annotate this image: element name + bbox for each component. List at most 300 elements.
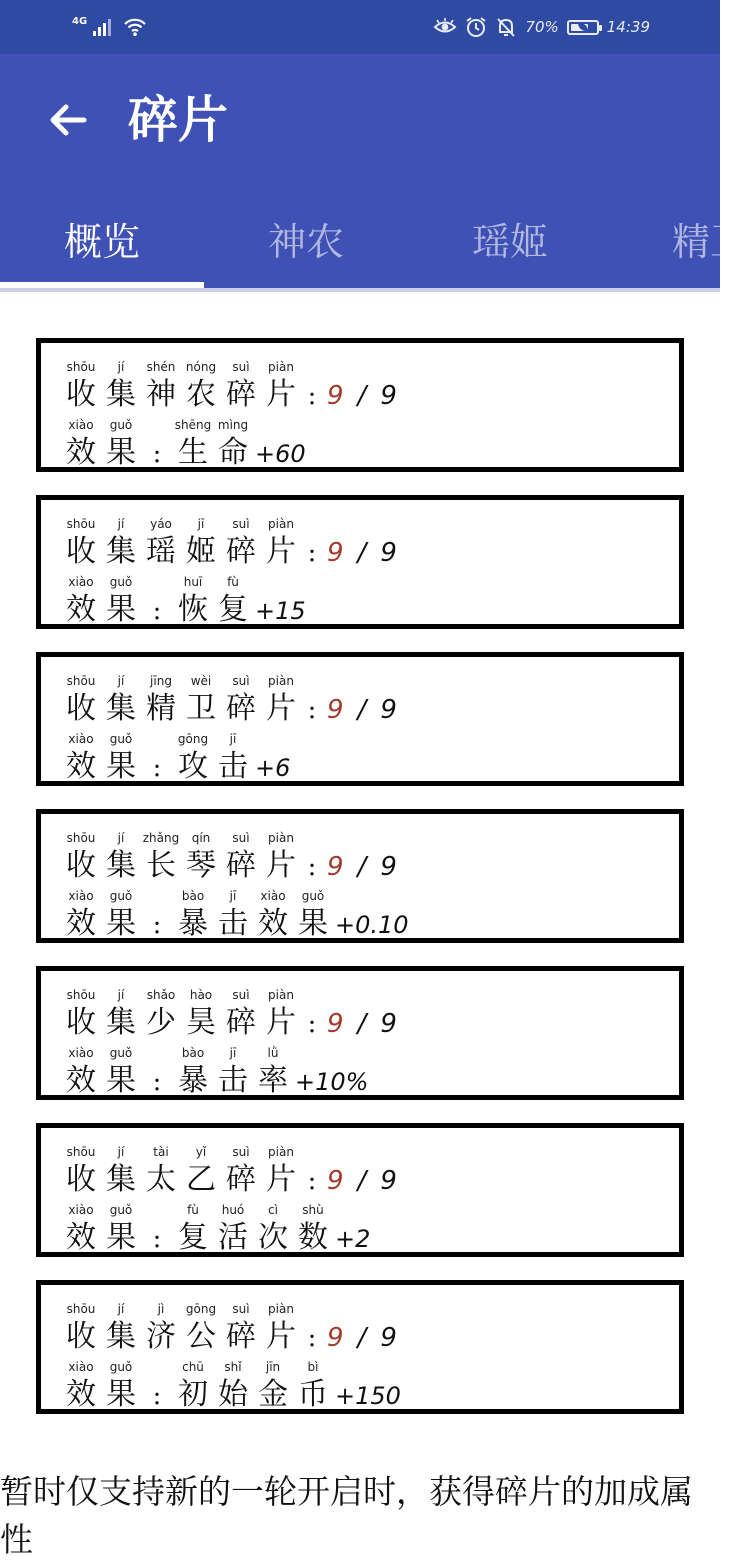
back-button[interactable] bbox=[44, 96, 92, 144]
ruby-char bbox=[101, 1359, 141, 1415]
status-bar bbox=[0, 0, 720, 54]
ruby-char bbox=[221, 673, 261, 729]
pinyin: shōu bbox=[66, 988, 96, 1002]
pinyin: huī bbox=[183, 575, 203, 589]
ruby-char bbox=[61, 1045, 101, 1101]
fragment-card bbox=[36, 338, 684, 472]
ruby-char bbox=[101, 673, 141, 729]
pinyin: guǒ bbox=[109, 418, 133, 432]
effect-line bbox=[61, 1200, 679, 1258]
colon: : bbox=[307, 1009, 317, 1039]
hanzi: 击 bbox=[218, 1063, 248, 1098]
ruby-char bbox=[101, 731, 141, 787]
count-separator: / bbox=[357, 381, 367, 411]
ruby-char bbox=[101, 574, 141, 630]
ruby-char bbox=[181, 830, 221, 886]
pinyin: xiào bbox=[68, 1203, 94, 1217]
ruby-char bbox=[61, 673, 101, 729]
pinyin: guǒ bbox=[109, 1360, 133, 1374]
hanzi: 碎 bbox=[226, 1319, 256, 1354]
colon: : bbox=[152, 1067, 162, 1097]
hanzi: 命 bbox=[218, 435, 248, 470]
ruby-char bbox=[221, 830, 261, 886]
pinyin: shōu bbox=[66, 517, 96, 531]
ruby-char bbox=[101, 830, 141, 886]
pinyin: tài bbox=[153, 1145, 169, 1159]
pinyin: fù bbox=[187, 1203, 199, 1217]
pinyin: shōu bbox=[66, 360, 96, 374]
hanzi: 果 bbox=[106, 749, 136, 784]
fragment-card bbox=[36, 1280, 684, 1414]
hanzi: 乙 bbox=[186, 1162, 216, 1197]
hanzi: 片 bbox=[266, 1005, 296, 1040]
battery-percent: 70% bbox=[525, 18, 559, 36]
ruby-char bbox=[261, 516, 301, 572]
hanzi: 收 bbox=[66, 534, 96, 569]
colon: : bbox=[307, 695, 317, 725]
hanzi: 收 bbox=[66, 1162, 96, 1197]
pinyin: suì bbox=[232, 674, 250, 688]
colon: : bbox=[307, 852, 317, 882]
pinyin: nóng bbox=[185, 360, 217, 374]
pinyin: jí bbox=[117, 517, 125, 531]
pinyin: suì bbox=[232, 517, 250, 531]
page-title: 碎片 bbox=[128, 91, 228, 149]
collect-line bbox=[61, 1142, 679, 1200]
ruby-char bbox=[61, 516, 101, 572]
pinyin: bào bbox=[181, 1046, 205, 1060]
pinyin: xiào bbox=[260, 889, 286, 903]
hanzi: 片 bbox=[266, 377, 296, 412]
status-left bbox=[72, 12, 147, 42]
pinyin: guǒ bbox=[109, 889, 133, 903]
pinyin: piàn bbox=[268, 517, 294, 531]
pinyin: suì bbox=[232, 1302, 250, 1316]
ruby-char bbox=[213, 888, 253, 944]
ruby-char bbox=[213, 574, 253, 630]
ruby-char bbox=[213, 1359, 253, 1415]
pinyin: chū bbox=[182, 1360, 204, 1374]
ruby-char bbox=[181, 359, 221, 415]
hanzi: 果 bbox=[298, 906, 328, 941]
hanzi: 收 bbox=[66, 691, 96, 726]
collected-count: 9 bbox=[327, 852, 344, 882]
eye-comfort-icon bbox=[433, 17, 457, 37]
hanzi: 初 bbox=[178, 1377, 208, 1412]
pinyin: jí bbox=[117, 1145, 125, 1159]
hanzi: 片 bbox=[266, 691, 296, 726]
hanzi: 复 bbox=[178, 1220, 208, 1255]
pinyin: guǒ bbox=[109, 575, 133, 589]
hanzi: 攻 bbox=[178, 749, 208, 784]
clock: 14:39 bbox=[606, 18, 650, 36]
ruby-char bbox=[101, 888, 141, 944]
ruby-char bbox=[253, 888, 293, 944]
pinyin: piàn bbox=[268, 1145, 294, 1159]
pinyin: jí bbox=[117, 1302, 125, 1316]
battery-icon bbox=[567, 20, 599, 35]
hanzi: 碎 bbox=[226, 1162, 256, 1197]
fragment-card bbox=[36, 652, 684, 786]
pinyin: suì bbox=[232, 988, 250, 1002]
app-bar bbox=[0, 54, 720, 188]
effect-line bbox=[61, 1357, 679, 1415]
hanzi: 击 bbox=[218, 749, 248, 784]
pinyin: jí bbox=[117, 988, 125, 1002]
pinyin: jí bbox=[117, 360, 125, 374]
count-separator: / bbox=[357, 538, 367, 568]
hanzi: 碎 bbox=[226, 534, 256, 569]
hanzi: 集 bbox=[106, 1162, 136, 1197]
hanzi: 果 bbox=[106, 1220, 136, 1255]
hanzi: 暴 bbox=[178, 1063, 208, 1098]
ruby-char bbox=[61, 731, 101, 787]
ruby-char bbox=[213, 417, 253, 473]
hanzi: 瑶 bbox=[146, 534, 176, 569]
hanzi: 恢 bbox=[178, 592, 208, 627]
hanzi: 数 bbox=[298, 1220, 328, 1255]
ruby-char bbox=[181, 1301, 221, 1357]
ruby-char bbox=[141, 1144, 181, 1200]
ruby-char bbox=[221, 987, 261, 1043]
count-separator: / bbox=[357, 695, 367, 725]
ruby-char bbox=[61, 1301, 101, 1357]
collected-count: 9 bbox=[327, 1009, 344, 1039]
hanzi: 效 bbox=[66, 906, 96, 941]
collected-count: 9 bbox=[327, 1323, 344, 1353]
ruby-char bbox=[261, 987, 301, 1043]
collect-line bbox=[61, 671, 679, 729]
pinyin: guǒ bbox=[109, 732, 133, 746]
ruby-char bbox=[173, 574, 213, 630]
colon: : bbox=[307, 1323, 317, 1353]
ruby-char bbox=[181, 987, 221, 1043]
total-count: 9 bbox=[380, 1323, 397, 1353]
pinyin: shén bbox=[146, 360, 176, 374]
ruby-char bbox=[293, 1359, 333, 1415]
pinyin: guǒ bbox=[109, 1046, 133, 1060]
pinyin: wèi bbox=[190, 674, 212, 688]
ruby-char bbox=[261, 830, 301, 886]
colon: : bbox=[152, 1381, 162, 1411]
ruby-char bbox=[173, 417, 213, 473]
ruby-char bbox=[101, 417, 141, 473]
pinyin: jī bbox=[229, 889, 237, 903]
total-count: 9 bbox=[380, 695, 397, 725]
pinyin: piàn bbox=[268, 360, 294, 374]
pinyin: huó bbox=[221, 1203, 245, 1217]
pinyin: piàn bbox=[268, 831, 294, 845]
colon: : bbox=[152, 1224, 162, 1254]
hanzi: 效 bbox=[66, 1220, 96, 1255]
pinyin: jì bbox=[157, 1302, 165, 1316]
collected-count: 9 bbox=[327, 381, 344, 411]
pinyin: bì bbox=[307, 1360, 319, 1374]
hanzi: 效 bbox=[66, 1377, 96, 1412]
pinyin: xiào bbox=[68, 418, 94, 432]
tab-jingwei[interactable]: 精卫 bbox=[672, 219, 748, 264]
wifi-icon bbox=[123, 17, 147, 37]
pinyin: guǒ bbox=[301, 889, 325, 903]
pinyin: gōng bbox=[185, 1302, 217, 1316]
ruby-char bbox=[213, 1045, 253, 1101]
ruby-char bbox=[101, 359, 141, 415]
ruby-char bbox=[101, 516, 141, 572]
ruby-char bbox=[61, 830, 101, 886]
total-count: 9 bbox=[380, 538, 397, 568]
collect-line bbox=[61, 985, 679, 1043]
ruby-char bbox=[213, 1202, 253, 1258]
pinyin: jí bbox=[117, 831, 125, 845]
hanzi: 效 bbox=[66, 749, 96, 784]
ruby-char bbox=[173, 731, 213, 787]
pinyin: cì bbox=[268, 1203, 278, 1217]
pinyin: shǐ bbox=[224, 1360, 242, 1374]
hanzi: 卫 bbox=[186, 691, 216, 726]
pinyin: xiào bbox=[68, 1360, 94, 1374]
hanzi: 集 bbox=[106, 691, 136, 726]
hanzi: 收 bbox=[66, 848, 96, 883]
tab-divider bbox=[0, 288, 720, 292]
pinyin: fù bbox=[227, 575, 239, 589]
hanzi: 币 bbox=[298, 1377, 328, 1412]
ruby-char bbox=[141, 516, 181, 572]
ruby-char bbox=[173, 1045, 213, 1101]
ruby-char bbox=[181, 1144, 221, 1200]
pinyin: piàn bbox=[268, 988, 294, 1002]
pinyin: jīn bbox=[265, 1360, 281, 1374]
total-count: 9 bbox=[380, 1166, 397, 1196]
count-separator: / bbox=[357, 1166, 367, 1196]
hanzi: 片 bbox=[266, 1319, 296, 1354]
pinyin: jī bbox=[229, 1046, 237, 1060]
hanzi: 复 bbox=[218, 592, 248, 627]
tab-yaoji[interactable]: 瑶姬 bbox=[471, 219, 548, 264]
hanzi: 击 bbox=[218, 906, 248, 941]
collect-line bbox=[61, 514, 679, 572]
ruby-char bbox=[221, 359, 261, 415]
fragment-card bbox=[36, 1123, 684, 1257]
hanzi: 活 bbox=[218, 1220, 248, 1255]
pinyin: lǜ bbox=[267, 1046, 279, 1060]
hanzi: 效 bbox=[66, 1063, 96, 1098]
network-type: 4G bbox=[72, 15, 88, 27]
hanzi: 效 bbox=[258, 906, 288, 941]
fragment-card bbox=[36, 966, 684, 1100]
tab-bar bbox=[0, 188, 748, 292]
ruby-char bbox=[101, 987, 141, 1043]
colon: : bbox=[307, 538, 317, 568]
hanzi: 集 bbox=[106, 1319, 136, 1354]
pinyin: piàn bbox=[268, 674, 294, 688]
pinyin: bào bbox=[181, 889, 205, 903]
hanzi: 碎 bbox=[226, 691, 256, 726]
ruby-char bbox=[141, 359, 181, 415]
pinyin: hào bbox=[189, 988, 213, 1002]
hanzi: 率 bbox=[258, 1063, 288, 1098]
ruby-char bbox=[261, 673, 301, 729]
total-count: 9 bbox=[380, 852, 397, 882]
ruby-char bbox=[173, 888, 213, 944]
hanzi: 次 bbox=[258, 1220, 288, 1255]
fragment-card-list bbox=[36, 338, 684, 1437]
ruby-char bbox=[253, 1202, 293, 1258]
mute-bell-icon bbox=[495, 16, 517, 38]
pinyin: shōu bbox=[66, 674, 96, 688]
pinyin: suì bbox=[232, 831, 250, 845]
bonus-value: +60 bbox=[255, 440, 306, 468]
pinyin: zhǎng bbox=[142, 831, 180, 845]
ruby-char bbox=[61, 888, 101, 944]
effect-line bbox=[61, 572, 679, 630]
hanzi: 收 bbox=[66, 1005, 96, 1040]
pinyin: qín bbox=[191, 831, 211, 845]
pinyin: jī bbox=[197, 517, 205, 531]
hanzi: 效 bbox=[66, 435, 96, 470]
ruby-char bbox=[141, 987, 181, 1043]
pinyin: piàn bbox=[268, 1302, 294, 1316]
hanzi: 片 bbox=[266, 848, 296, 883]
hanzi: 集 bbox=[106, 534, 136, 569]
hanzi: 姬 bbox=[186, 534, 216, 569]
ruby-char bbox=[221, 1144, 261, 1200]
bonus-value: +2 bbox=[335, 1225, 371, 1253]
pinyin: xiào bbox=[68, 1046, 94, 1060]
tab-overview[interactable]: 概览 bbox=[63, 219, 140, 264]
ruby-char bbox=[61, 417, 101, 473]
ruby-char bbox=[261, 1301, 301, 1357]
hanzi: 生 bbox=[178, 435, 208, 470]
hanzi: 果 bbox=[106, 435, 136, 470]
collect-line bbox=[61, 1299, 679, 1357]
collected-count: 9 bbox=[327, 695, 344, 725]
ruby-char bbox=[141, 673, 181, 729]
ruby-char bbox=[181, 516, 221, 572]
collected-count: 9 bbox=[327, 1166, 344, 1196]
colon: : bbox=[152, 596, 162, 626]
pinyin: shǎo bbox=[146, 988, 176, 1002]
pinyin: xiào bbox=[68, 732, 94, 746]
colon: : bbox=[307, 381, 317, 411]
arrow-left-icon bbox=[44, 96, 92, 144]
pinyin: xiào bbox=[68, 889, 94, 903]
pinyin: xiào bbox=[68, 575, 94, 589]
hanzi: 少 bbox=[146, 1005, 176, 1040]
colon: : bbox=[152, 439, 162, 469]
tab-shennong[interactable]: 神农 bbox=[267, 219, 344, 264]
pinyin: mìng bbox=[217, 418, 249, 432]
ruby-char bbox=[293, 1202, 333, 1258]
ruby-char bbox=[221, 1301, 261, 1357]
total-count: 9 bbox=[380, 381, 397, 411]
hanzi: 始 bbox=[218, 1377, 248, 1412]
hanzi: 金 bbox=[258, 1377, 288, 1412]
ruby-char bbox=[61, 359, 101, 415]
pinyin: jí bbox=[117, 674, 125, 688]
hanzi: 效 bbox=[66, 592, 96, 627]
ruby-char bbox=[101, 1045, 141, 1101]
ruby-char bbox=[253, 1045, 293, 1101]
effect-line bbox=[61, 729, 679, 787]
collected-count: 9 bbox=[327, 538, 344, 568]
ruby-char bbox=[213, 731, 253, 787]
hanzi: 集 bbox=[106, 377, 136, 412]
ruby-char bbox=[221, 516, 261, 572]
bonus-value: +150 bbox=[335, 1382, 401, 1410]
hanzi: 济 bbox=[146, 1319, 176, 1354]
pinyin: suì bbox=[232, 360, 250, 374]
ruby-char bbox=[61, 1202, 101, 1258]
pinyin: shōu bbox=[66, 1302, 96, 1316]
hanzi: 集 bbox=[106, 1005, 136, 1040]
fragment-card bbox=[36, 495, 684, 629]
ruby-char bbox=[61, 1359, 101, 1415]
hanzi: 果 bbox=[106, 592, 136, 627]
ruby-char bbox=[253, 1359, 293, 1415]
hanzi: 收 bbox=[66, 1319, 96, 1354]
effect-line bbox=[61, 886, 679, 944]
pinyin: yǐ bbox=[195, 1145, 207, 1159]
ruby-char bbox=[181, 673, 221, 729]
signal-icon bbox=[93, 18, 111, 36]
ruby-char bbox=[101, 1144, 141, 1200]
ruby-char bbox=[141, 1301, 181, 1357]
hanzi: 果 bbox=[106, 906, 136, 941]
ruby-char bbox=[261, 359, 301, 415]
hanzi: 片 bbox=[266, 1162, 296, 1197]
footer-note: 暂时仅支持新的一轮开启时，获得碎片的加成属性 bbox=[0, 1472, 693, 1559]
hanzi: 公 bbox=[186, 1319, 216, 1354]
collect-line bbox=[61, 357, 679, 415]
collect-line bbox=[61, 828, 679, 886]
colon: : bbox=[152, 753, 162, 783]
status-right bbox=[433, 12, 650, 42]
alarm-icon bbox=[465, 16, 487, 38]
pinyin: shōu bbox=[66, 831, 96, 845]
hanzi: 长 bbox=[146, 848, 176, 883]
pinyin: guǒ bbox=[109, 1203, 133, 1217]
total-count: 9 bbox=[380, 1009, 397, 1039]
ruby-char bbox=[293, 888, 333, 944]
pinyin: shù bbox=[302, 1203, 324, 1217]
colon: : bbox=[152, 910, 162, 940]
fragment-card bbox=[36, 809, 684, 943]
hanzi: 太 bbox=[146, 1162, 176, 1197]
hanzi: 果 bbox=[106, 1063, 136, 1098]
ruby-char bbox=[61, 1144, 101, 1200]
hanzi: 精 bbox=[146, 691, 176, 726]
hanzi: 收 bbox=[66, 377, 96, 412]
hanzi: 果 bbox=[106, 1377, 136, 1412]
bonus-value: +10% bbox=[295, 1068, 369, 1096]
ruby-char bbox=[61, 987, 101, 1043]
bonus-value: +6 bbox=[255, 754, 291, 782]
hanzi: 农 bbox=[186, 377, 216, 412]
pinyin: gōng bbox=[177, 732, 209, 746]
ruby-char bbox=[61, 574, 101, 630]
pinyin: shōu bbox=[66, 1145, 96, 1159]
hanzi: 集 bbox=[106, 848, 136, 883]
ruby-char bbox=[101, 1301, 141, 1357]
ruby-char bbox=[261, 1144, 301, 1200]
pinyin: jīng bbox=[150, 674, 172, 688]
pinyin: suì bbox=[232, 1145, 250, 1159]
hanzi: 琴 bbox=[186, 848, 216, 883]
colon: : bbox=[307, 1166, 317, 1196]
pinyin: shēng bbox=[174, 418, 212, 432]
hanzi: 昊 bbox=[186, 1005, 216, 1040]
hanzi: 片 bbox=[266, 534, 296, 569]
